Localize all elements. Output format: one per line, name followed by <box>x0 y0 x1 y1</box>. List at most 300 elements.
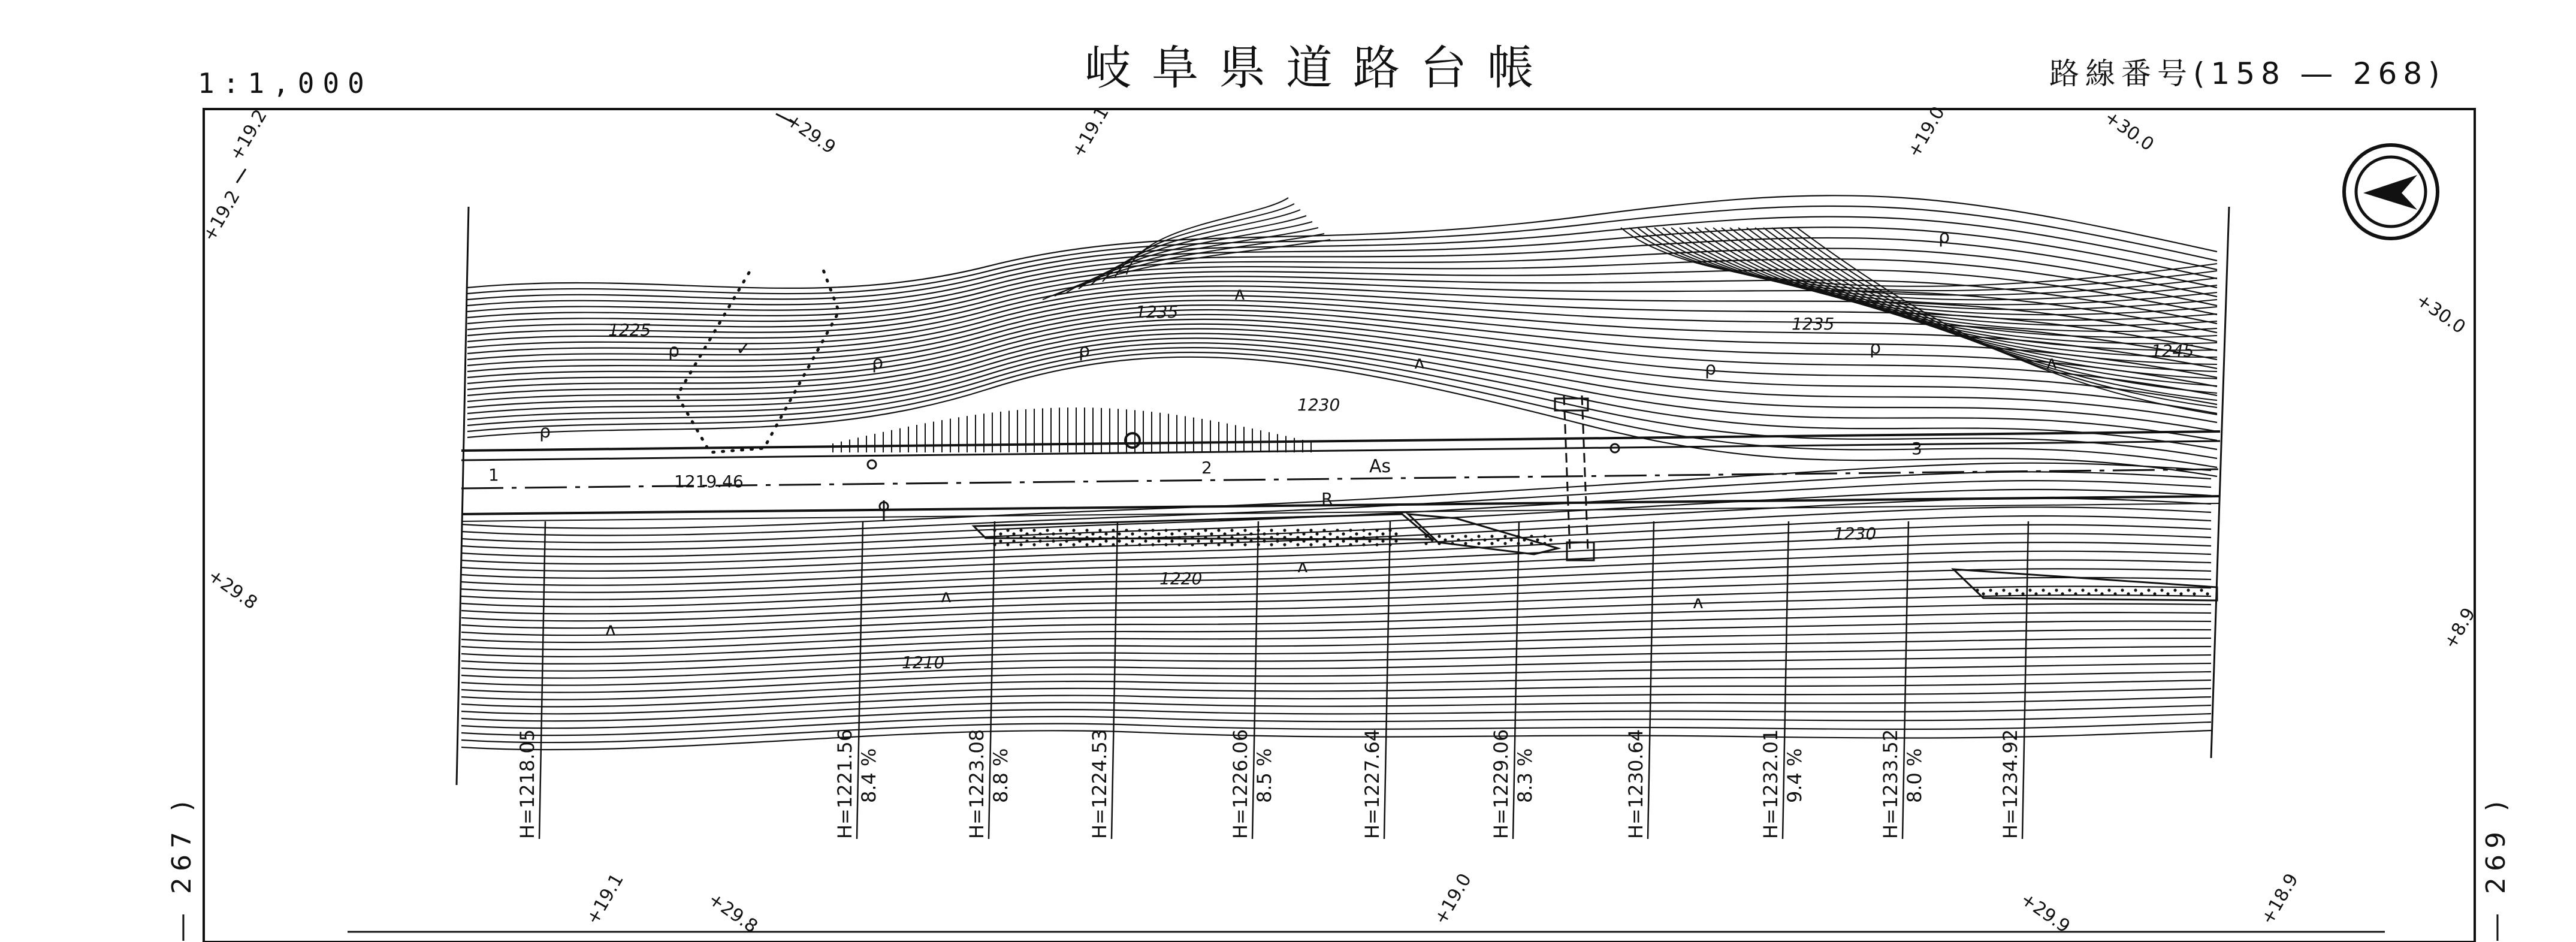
stipple-dot <box>1032 536 1035 539</box>
map-symbol: ʌ <box>1297 556 1308 577</box>
station-height-label: H=1232.01 <box>1759 729 1782 839</box>
contour-line <box>461 714 2211 735</box>
stipple-dot <box>2015 588 2018 591</box>
stipple-dot <box>1217 536 1220 539</box>
stipple-dot <box>1236 539 1239 542</box>
right-side-mark: R <box>1321 489 1333 509</box>
grid-label: +29.8 <box>704 888 762 938</box>
stipple-dot <box>1438 535 1440 538</box>
stipple-dot <box>1322 536 1325 539</box>
stipple-dot <box>1342 539 1345 542</box>
stipple-dot <box>2028 588 2031 591</box>
stipple-dot <box>1543 542 1546 545</box>
stipple-dot <box>1355 532 1358 535</box>
stipple-dot <box>1170 539 1173 542</box>
stipple-dot <box>1322 529 1325 532</box>
stipple-dot <box>1210 532 1213 535</box>
grid-label: +30.0 <box>2100 106 2158 156</box>
contour-line <box>461 647 2211 678</box>
station-grade-label: 8.8 % <box>989 748 1012 803</box>
stipple-dot <box>1098 536 1101 539</box>
station-height-label: H=1234.92 <box>1999 729 2022 839</box>
stipple-dot <box>2100 592 2103 595</box>
stipple-dot <box>1078 532 1081 535</box>
grid-label: +19.1 <box>1067 102 1113 161</box>
station-grade-label: 8.3 % <box>1514 748 1536 803</box>
stipple-dot <box>1230 543 1233 546</box>
map-symbol: ✓ <box>736 339 751 360</box>
stipple-dot <box>1230 536 1233 539</box>
station-grade-label: 8.0 % <box>1903 748 1926 803</box>
stipple-dot <box>1477 535 1480 538</box>
stipple-dot <box>1191 529 1194 532</box>
stipple-dot <box>1038 539 1041 542</box>
stipple-dot <box>1072 536 1075 539</box>
manhole-icon <box>1125 433 1140 448</box>
stipple-dot <box>1982 592 1985 595</box>
stipple-dot <box>1104 539 1107 542</box>
station-height-label: H=1227.64 <box>1361 729 1384 839</box>
stipple-dot <box>1438 542 1440 545</box>
grid-tick <box>237 169 246 183</box>
stipple-dot <box>1210 539 1213 542</box>
stipple-dot <box>1098 529 1101 532</box>
stipple-dot <box>2179 592 2182 595</box>
stipple-dot <box>1296 529 1299 532</box>
stipple-dot <box>2113 592 2116 595</box>
stipple-dot <box>1424 542 1427 545</box>
stipple-dot <box>1019 543 1022 546</box>
stipple-dot <box>1085 536 1088 539</box>
contour-line <box>461 722 2211 742</box>
stipple-dot <box>2166 592 2169 595</box>
grid-label: +19.1 <box>582 869 628 928</box>
stipple-dot <box>1223 539 1226 542</box>
grid-label: +19.0 <box>1430 869 1476 928</box>
stipple-dot <box>1543 535 1546 538</box>
station-height-label: H=1221.56 <box>833 729 856 839</box>
stipple-dot <box>2193 592 2196 595</box>
stipple-dot <box>1038 532 1041 535</box>
stipple-dot <box>1197 532 1200 535</box>
stipple-dot <box>1059 536 1062 539</box>
stipple-dot <box>1375 543 1378 546</box>
stipple-dot <box>1503 542 1506 545</box>
contour-label: 1210 <box>902 653 945 672</box>
stipple-dot <box>1349 543 1352 546</box>
map-symbol: ρ <box>1938 227 1950 247</box>
stipple-dot <box>1283 543 1286 546</box>
map-title: 岐阜県道路台帳 <box>1085 41 1555 95</box>
station-line <box>1112 521 1118 839</box>
map-symbol: ρ <box>539 421 551 442</box>
stipple-dot <box>2087 592 2090 595</box>
contour-line <box>461 638 2211 671</box>
stipple-dot <box>2068 588 2071 591</box>
stipple-dot <box>1362 529 1365 532</box>
stipple-dot <box>1989 588 1992 591</box>
stipple-dot <box>1019 529 1022 532</box>
stipple-dot <box>1328 539 1331 542</box>
station-mark: 1 <box>488 465 499 485</box>
contour-line <box>1079 222 1312 289</box>
stipple-dot <box>1125 543 1128 546</box>
stipple-dot <box>1349 529 1352 532</box>
map-symbol: ʌ <box>941 586 952 607</box>
stipple-dot <box>1309 543 1312 546</box>
stipple-dot <box>1078 539 1081 542</box>
station-mark: 2 <box>1201 458 1212 478</box>
stipple-dot <box>1164 529 1167 532</box>
stipple-dot <box>1183 532 1186 535</box>
stipple-dot <box>1349 536 1352 539</box>
stipple-dot <box>1164 536 1167 539</box>
stipple-dot <box>1296 543 1299 546</box>
contour-line <box>467 329 2217 422</box>
grid-label: +19.2 <box>198 186 244 245</box>
stipple-dot <box>1394 532 1397 535</box>
stipple-dot <box>1509 538 1512 541</box>
map-symbol: ρ <box>1079 340 1091 361</box>
stipple-dot <box>1046 536 1049 539</box>
stipple-dot <box>1530 542 1533 545</box>
stipple-dot <box>1012 539 1015 542</box>
stipple-dot <box>1336 543 1339 546</box>
stipple-dot <box>1065 532 1068 535</box>
stipple-dot <box>1217 529 1220 532</box>
stipple-dot <box>1138 536 1141 539</box>
stipple-dot <box>1283 536 1286 539</box>
stipple-dot <box>1157 532 1160 535</box>
stipple-dot <box>2127 592 2130 595</box>
stipple-dot <box>1157 539 1160 542</box>
stipple-dot <box>1236 532 1239 535</box>
stipple-dot <box>1177 529 1180 532</box>
contour-line <box>461 730 2211 750</box>
area-limit-left <box>457 207 469 785</box>
stipple-dot <box>1296 536 1299 539</box>
station-height-label: H=1218.05 <box>516 729 539 839</box>
stipple-dot <box>1381 539 1384 542</box>
contour-line <box>467 227 2217 306</box>
stipple-dot <box>1059 529 1062 532</box>
station-grade-label: 9.4 % <box>1783 748 1806 803</box>
stipple-dot <box>2173 588 2176 591</box>
stipple-dot <box>1995 592 1998 595</box>
stipple-dot <box>1302 532 1305 535</box>
grid-label: +29.9 <box>2016 888 2074 938</box>
stipple-dot <box>1204 543 1207 546</box>
sheet-ref-left: ― 267 ) <box>167 795 197 941</box>
grid-label: +29.8 <box>204 564 261 614</box>
grid-label: +30.0 <box>2412 289 2469 339</box>
stipple-dot <box>1046 543 1049 546</box>
stipple-dot <box>1451 535 1454 538</box>
stipple-dot <box>1249 539 1252 542</box>
stipple-dot <box>1052 539 1055 542</box>
stipple-dot <box>1006 536 1009 539</box>
station-line <box>1384 521 1390 839</box>
contour-label: 1230 <box>1297 395 1340 415</box>
stipple-dot <box>1424 535 1427 538</box>
stipple-dot <box>1536 538 1539 541</box>
stipple-dot <box>1315 539 1318 542</box>
stipple-dot <box>1006 529 1009 532</box>
station-height-label: H=1226.06 <box>1229 729 1252 839</box>
stipple-dot <box>1144 532 1147 535</box>
stipple-dot <box>2021 592 2024 595</box>
stipple-dot <box>1249 532 1252 535</box>
map-symbol: ʌ <box>1693 592 1704 613</box>
stipple-dot <box>1477 542 1480 545</box>
stipple-dot <box>1490 542 1493 545</box>
stipple-dot <box>1381 532 1384 535</box>
stipple-dot <box>1125 536 1128 539</box>
map-symbol: ρ <box>872 352 884 373</box>
stipple-dot <box>1302 539 1305 542</box>
stipple-dot <box>1112 529 1115 532</box>
scale-label: 1:1,000 <box>198 67 373 99</box>
station-grade-label: 8.5 % <box>1253 748 1276 803</box>
stipple-dot <box>2008 592 2011 595</box>
stipple-dot <box>1430 538 1433 541</box>
stipple-dot <box>2061 592 2064 595</box>
stipple-dot <box>1276 532 1279 535</box>
contour-label: 1220 <box>1159 569 1203 588</box>
north-arrow-icon <box>2344 145 2438 238</box>
stipple-dot <box>1138 543 1141 546</box>
stipple-dot <box>1104 532 1107 535</box>
stipple-dot <box>1270 536 1273 539</box>
stipple-dot <box>2206 592 2209 595</box>
stipple-dot <box>1052 532 1055 535</box>
map-symbol: ρ <box>1705 358 1717 379</box>
contour-label: 1245 <box>2151 341 2194 361</box>
map-symbol: ʌ <box>1234 283 1245 304</box>
contour-line <box>461 533 2211 585</box>
stipple-dot <box>1032 529 1035 532</box>
stipple-dot <box>1032 543 1035 546</box>
road-edge-upper-outer <box>461 431 2220 451</box>
road-edge-lower <box>461 496 2220 514</box>
contour-label: 1235 <box>1136 302 1179 322</box>
stipple-dot <box>1549 538 1552 541</box>
stipple-dot <box>1230 529 1233 532</box>
stipple-dot <box>2121 588 2124 591</box>
contour-line <box>467 206 2217 294</box>
station-height-label: H=1223.08 <box>965 729 988 839</box>
stipple-dot <box>1342 532 1345 535</box>
area-limit-right <box>2211 207 2229 758</box>
stipple-dot <box>1019 536 1022 539</box>
station-line <box>1648 521 1654 839</box>
contour-label: 1225 <box>608 320 651 340</box>
sheet-ref-right: ― 269 ) <box>2481 795 2511 941</box>
stipple-dot <box>1059 543 1062 546</box>
stipple-dot <box>1125 529 1128 532</box>
stipple-dot <box>1457 538 1460 541</box>
stipple-dot <box>1118 532 1121 535</box>
stipple-dot <box>1263 539 1266 542</box>
stipple-dot <box>1243 543 1246 546</box>
stipple-dot <box>1138 529 1141 532</box>
stipple-dot <box>1490 535 1493 538</box>
stipple-dot <box>1177 536 1180 539</box>
route-number: 路線番号(158 ― 268) <box>2049 56 2446 91</box>
stipple-dot <box>1309 529 1312 532</box>
stipple-dot <box>999 539 1002 542</box>
fill-area <box>1408 514 1558 554</box>
stipple-dot <box>1191 543 1194 546</box>
grid-label: +19.0 <box>1903 102 1949 161</box>
stipple-dot <box>1263 532 1266 535</box>
stipple-dot <box>2094 588 2097 591</box>
stipple-dot <box>1112 536 1115 539</box>
stipple-dot <box>1131 539 1134 542</box>
stipple-dot <box>999 532 1002 535</box>
stipple-dot <box>1131 532 1134 535</box>
stipple-dot <box>1112 543 1115 546</box>
stipple-dot <box>2002 588 2005 591</box>
stipple-dot <box>1006 543 1009 546</box>
station-line <box>539 521 545 839</box>
stipple-dot <box>1451 542 1454 545</box>
stipple-dot <box>1368 532 1371 535</box>
station-grade-label: 8.4 % <box>857 748 880 803</box>
stipple-dot <box>1118 539 1121 542</box>
stipple-dot <box>1483 538 1486 541</box>
stipple-dot <box>1362 536 1365 539</box>
contour-line <box>467 338 2217 440</box>
stipple-dot <box>1336 529 1339 532</box>
stipple-dot <box>1464 535 1467 538</box>
stipple-dot <box>1177 543 1180 546</box>
stipple-dot <box>2042 588 2045 591</box>
start-elevation: 1219.46 <box>674 472 744 491</box>
stipple-dot <box>1204 529 1207 532</box>
stipple-dot <box>1523 538 1526 541</box>
stipple-dot <box>1270 543 1273 546</box>
stipple-dot <box>1289 532 1292 535</box>
stipple-dot <box>1530 535 1533 538</box>
stipple-dot <box>1328 532 1331 535</box>
stipple-dot <box>1065 539 1068 542</box>
contour-line <box>467 259 2217 324</box>
stipple-dot <box>1151 536 1154 539</box>
stipple-dot <box>2187 588 2190 591</box>
stipple-dot <box>1151 543 1154 546</box>
stipple-dot <box>1470 538 1473 541</box>
grid-label: +29.9 <box>782 109 839 159</box>
stipple-dot <box>1276 539 1279 542</box>
stipple-dot <box>1012 532 1015 535</box>
stipple-dot <box>2047 592 2050 595</box>
station-height-label: H=1224.53 <box>1088 729 1111 839</box>
stipple-dot <box>1025 539 1028 542</box>
stipple-dot <box>1183 539 1186 542</box>
stipple-dot <box>1309 536 1312 539</box>
stipple-dot <box>2034 592 2037 595</box>
stipple-dot <box>2140 592 2143 595</box>
stipple-dot <box>1375 529 1378 532</box>
utility-pole-icon <box>868 460 876 469</box>
stipple-dot <box>1464 542 1467 545</box>
stipple-dot <box>1072 543 1075 546</box>
stipple-dot <box>1046 529 1049 532</box>
stipple-dot <box>2074 592 2077 595</box>
station-height-label: H=1230.64 <box>1624 729 1647 839</box>
stipple-dot <box>1144 539 1147 542</box>
stipple-dot <box>2160 588 2163 591</box>
stipple-dot <box>2081 588 2084 591</box>
grid-label: +8.9 <box>2439 604 2480 653</box>
stipple-dot <box>1025 532 1028 535</box>
stipple-dot <box>1223 532 1226 535</box>
station-height-label: H=1229.06 <box>1490 729 1512 839</box>
stipple-dot <box>1355 539 1358 542</box>
stipple-dot <box>1091 532 1094 535</box>
stipple-dot <box>1375 536 1378 539</box>
culvert <box>1564 395 1588 551</box>
stipple-dot <box>1283 529 1286 532</box>
station-height-label: H=1233.52 <box>1879 729 1902 839</box>
map-symbol: ρ <box>668 340 680 361</box>
map-symbol: ʌ <box>605 619 616 640</box>
map-symbol: ʌ <box>1414 352 1425 373</box>
stipple-dot <box>1443 538 1446 541</box>
grid-label: +19.2 <box>225 105 271 164</box>
stipple-dot <box>1322 543 1325 546</box>
stipple-dot <box>1496 538 1499 541</box>
stipple-dot <box>2200 588 2203 591</box>
grid-label: +18.9 <box>2257 869 2303 928</box>
stipple-dot <box>1315 532 1318 535</box>
stipple-dot <box>1151 529 1154 532</box>
stipple-dot <box>1243 529 1246 532</box>
stipple-dot <box>2134 588 2137 591</box>
stipple-dot <box>1289 539 1292 542</box>
stipple-dot <box>1085 529 1088 532</box>
stipple-dot <box>1091 539 1094 542</box>
stipple-dot <box>2107 588 2110 591</box>
stipple-dot <box>1976 588 1979 591</box>
stipple-dot <box>1164 543 1167 546</box>
stipple-dot <box>1191 536 1194 539</box>
stipple-dot <box>2153 592 2156 595</box>
stipple-dot <box>2147 588 2150 591</box>
stipple-dot <box>1243 536 1246 539</box>
stipple-dot <box>1270 529 1273 532</box>
stipple-dot <box>1204 536 1207 539</box>
stipple-dot <box>1085 543 1088 546</box>
stipple-dot <box>1368 539 1371 542</box>
stipple-dot <box>1170 532 1173 535</box>
road-surface-label: As <box>1369 456 1391 477</box>
station-mark: 3 <box>1911 439 1922 458</box>
stipple-dot <box>1098 543 1101 546</box>
stipple-dot <box>1336 536 1339 539</box>
stipple-dot <box>1394 539 1397 542</box>
stipple-dot <box>1072 529 1075 532</box>
road-edge-upper <box>461 441 2220 460</box>
map-symbol: ρ <box>1870 337 1882 358</box>
contour-label: 1235 <box>1792 314 1835 334</box>
stipple-dot <box>1362 543 1365 546</box>
contour-label: 1230 <box>1834 524 1877 544</box>
stipple-dot <box>1503 535 1506 538</box>
stipple-dot <box>1197 539 1200 542</box>
stipple-dot <box>1217 543 1220 546</box>
